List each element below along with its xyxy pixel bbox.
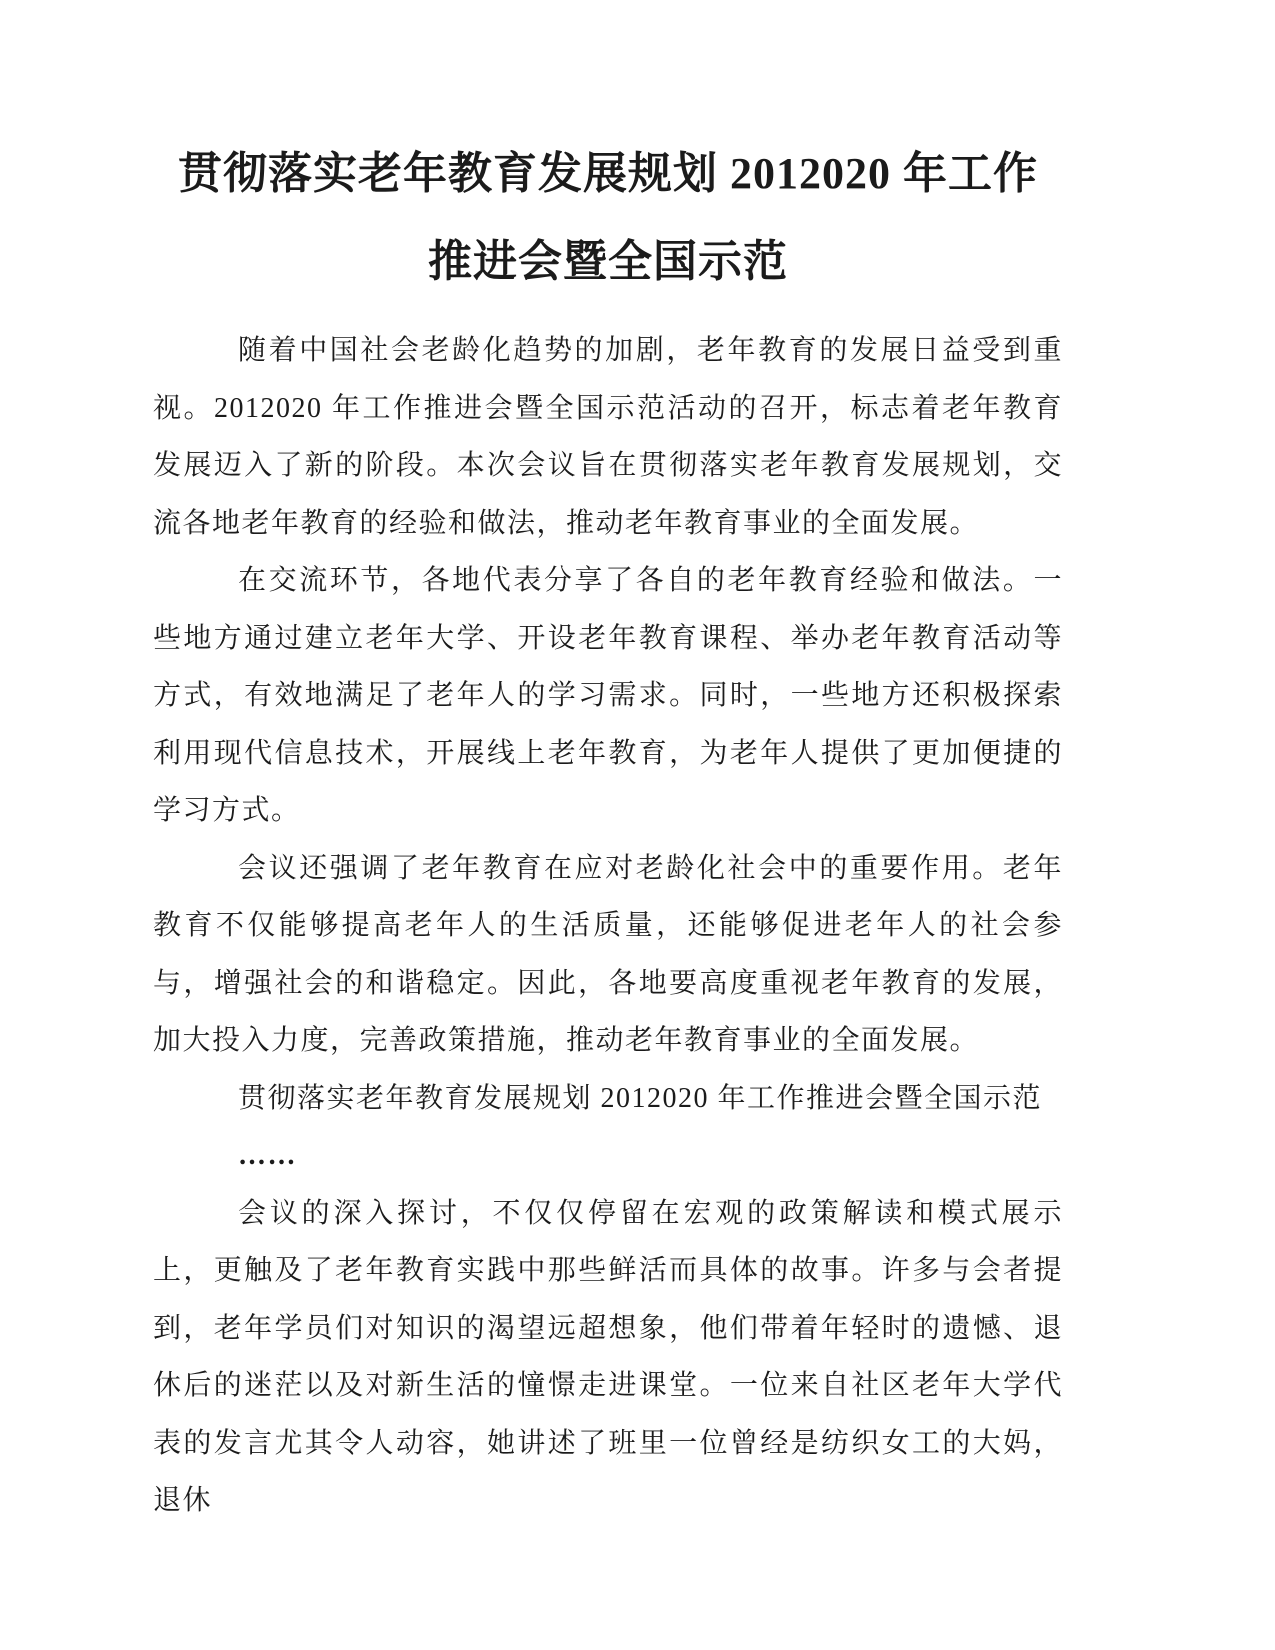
title-line-1: 贯彻落实老年教育发展规划 2012020 年工作: [178, 149, 1038, 198]
ellipsis-line: ……: [238, 1140, 297, 1171]
body-paragraph: 会议还强调了老年教育在应对老龄化社会中的重要作用。老年教育不仅能够提高老年人的生活质量，还能够促进老年人的社会参与，增强社会的和谐稳定。因此，各地要高度重视老年教育的发展，加大投入力度，完善政策措施，推动老年教育事业的全面发展。: [153, 852, 1063, 1056]
document-body: [153, 322, 1063, 1530]
body-paragraph: 会议的深入探讨，不仅仅停留在宏观的政策解读和模式展示上，更触及了老年教育实践中那些鲜活而具体的故事。许多与会者提到，老年学员们对知识的渴望远超想象，他们带着年轻时的遗憾、退休后的迷茫以及对新生活的憧憬走进课堂。一位来自社区老年大学代表的发言尤其令人动容，她讲述了班里一位曾经是纺织女工的大妈，退休: [153, 1197, 1063, 1516]
body-paragraph: 在交流环节，各地代表分享了各自的老年教育经验和做法。一些地方通过建立老年大学、开设老年教育课程、举办老年教育活动等方式，有效地满足了老年人的学习需求。同时，一些地方还积极探索利用现代信息技术，开展线上老年教育，为老年人提供了更加便捷的学习方式。: [153, 565, 1063, 826]
title-line-2: 推进会暨全国示范: [428, 237, 788, 286]
body-paragraph: 贯彻落实老年教育发展规划 2012020 年工作推进会暨全国示范: [238, 1082, 1043, 1114]
document-title: [153, 130, 1063, 306]
body-paragraph: 随着中国社会老龄化趋势的加剧，老年教育的发展日益受到重视。2012020 年工作推进会暨全国示范活动的召开，标志着老年教育发展迈入了新的阶段。本次会议旨在贯彻落实老年教育发展规划，交流各地老年教育的经验和做法，推动老年教育事业的全面发展。: [153, 335, 1063, 539]
